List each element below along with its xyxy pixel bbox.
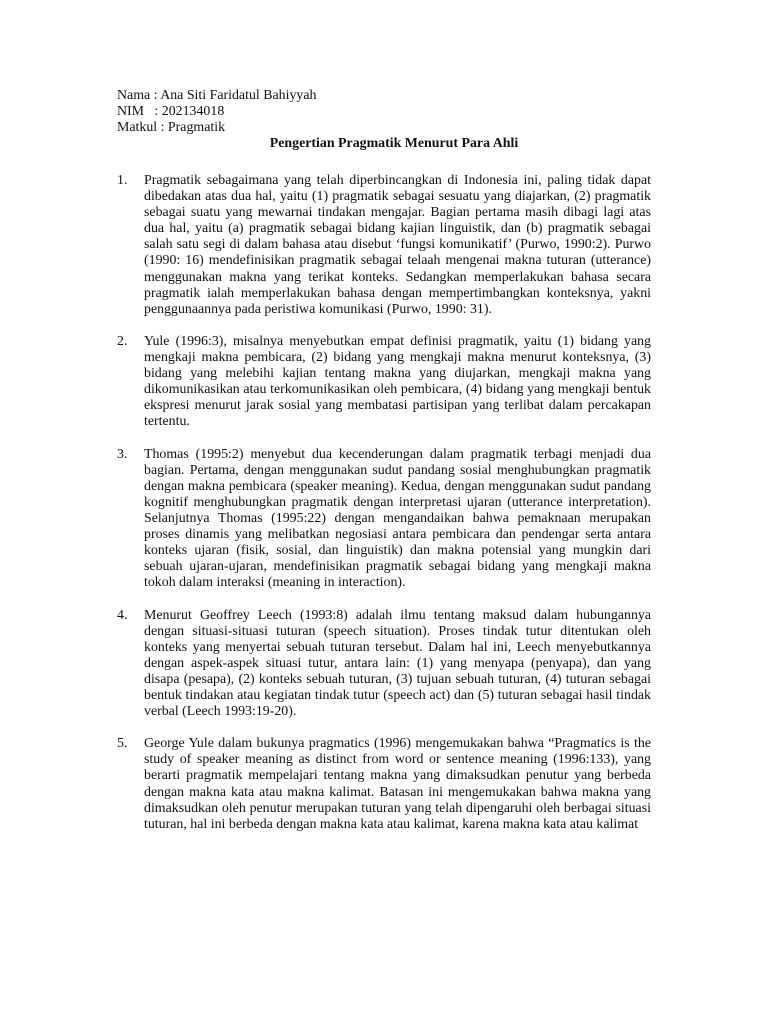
definition-list xyxy=(117,173,651,849)
course-name: Matkul : Pragmatik xyxy=(117,120,226,136)
list-item xyxy=(117,173,651,318)
list-item xyxy=(117,447,651,592)
list-item-number: 4. xyxy=(117,607,128,623)
student-name: Nama : Ana Siti Faridatul Bahiyyah xyxy=(117,88,317,103)
list-item-text: Pragmatik sebagaimana yang telah diperbincangkan di Indonesia ini, paling tidak dapat dibedakan atas dua hal, yaitu (1) pragmatik sebagai sesuatu yang diajarkan, (2) pragmatik sebagai suatu yang mewarnai tindakan mengajar. Bagian pertama masih dibagi lagi atas dua hal, yaitu (a) pragmatik sebagai bidang kajian linguistik, dan (b) pragmatik sebagai salah satu segi di dalam bahasa atau disebut ‘fungsi komunikatif’ (Purwo, 1990:2). Purwo (1990: 16) mendefinisikan pragmatik sebagai telaah mengenai makna tuturan (utterance) menggunakan makna yang terikat konteks. Sedangkan memperlakukan bahasa secara pragmatik ialah memperlakukan bahasa dengan mempertimbangkan konteksnya, yakni penggunaannya pada peristiwa komunikasi (Purwo, 1990: 31). xyxy=(144,173,651,317)
list-item-number: 1. xyxy=(117,173,128,188)
student-nim: NIM : 202134018 xyxy=(117,104,225,120)
list-item-number: 5. xyxy=(117,736,128,752)
list-item xyxy=(117,608,651,721)
list-item xyxy=(117,334,651,431)
list-item-number: 2. xyxy=(117,333,128,349)
list-item xyxy=(117,736,651,833)
document-title: Pengertian Pragmatik Menurut Para Ahli xyxy=(269,136,519,152)
document-header xyxy=(117,88,657,152)
list-item-number: 3. xyxy=(117,446,128,462)
list-item-text: Menurut Geoffrey Leech (1993:8) adalah ilmu tentang maksud dalam hubungannya dengan situasi-situasi tuturan (speech situation). Proses tindak tutur ditentukan oleh konteks yang menyertai sebuah tuturan tersebut. Dalam hal ini, Leech menyebutkannya dengan aspek-aspek situasi tutur, antara lain: (1) yang menyapa (penyapa), dan yang disapa (pesapa), (2) konteks sebuah tuturan, (3) tujuan sebuah tuturan, (4) tuturan sebagai bentuk tindakan atau kegiatan tindak tutur (speech act) dan (5) tuturan sebagai hasil tindak verbal (Leech 1993:19-20). xyxy=(144,607,651,720)
list-item-text: Yule (1996:3), misalnya menyebutkan empat definisi pragmatik, yaitu (1) bidang yang mengkaji makna pembicara, (2) bidang yang mengkaji makna menurut konteksnya, (3) bidang yang melebihi kajian tentang makna yang diujarkan, mengkaji makna yang dikomunikasikan atau terkomunikasikan oleh pembicara, (4) bidang yang mengkaji bentuk ekspresi menurut jarak sosial yang membatasi partisipan yang terlibat dalam percakapan tertentu. xyxy=(144,333,651,430)
list-item-text: George Yule dalam bukunya pragmatics (1996) mengemukakan bahwa “Pragmatics is the study of speaker meaning as distinct from word or sentence meaning (1996:133), yang berarti pragmatik mempelajari tentang makna yang dimaksudkan penutur yang berbeda dengan makna kata atau makna kalimat. Batasan ini mengemukakan bahwa makna yang dimaksudkan oleh penutur merupakan tuturan yang telah dipengaruhi oleh berbagai situasi tuturan, hal ini berbeda dengan makna kata atau kalimat, karena makna kata atau kalimat xyxy=(144,736,651,832)
list-item-text: Thomas (1995:2) menyebut dua kecenderungan dalam pragmatik terbagi menjadi dua bagian. Pertama, dengan menggunakan sudut pandang sosial menghubungkan pragmatik dengan makna pembicara (speaker meaning). Kedua, dengan menggunakan sudut pandang kognitif menghubungkan pragmatik dengan interpretasi ujaran (utterance interpretation). Selanjutnya Thomas (1995:22) dengan mengandaikan bahwa pemaknaan merupakan proses dinamis yang melibatkan negosiasi antara pembicara dan pendengar serta antara konteks ujaran (fisik, sosial, dan linguistik) dan makna potensial yang mungkin dari sebuah ujaran-ujaran, mendefinisikan pragmatik sebagai bidang yang mengkaji makna tokoh dalam interaksi (meaning in interaction). xyxy=(144,446,651,591)
